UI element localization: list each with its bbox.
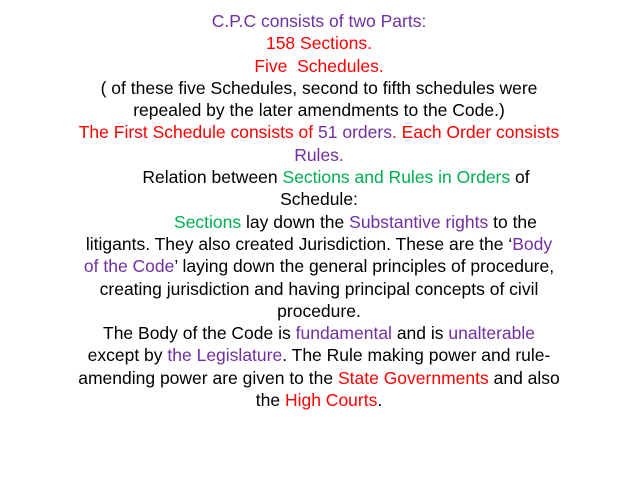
- text-segment: ( of these five Schedules, second to fifth schedules were: [100, 77, 538, 98]
- text-segment: Sections: [174, 211, 242, 232]
- text-segment: High Courts: [284, 390, 378, 411]
- text-segment: lay down the: [241, 211, 350, 232]
- text-line: [0, 121, 638, 143]
- text-segment: unalterable: [448, 323, 535, 344]
- text-segment: The Body of the Code is: [103, 323, 296, 344]
- text-line: [0, 389, 638, 411]
- text-segment: of: [510, 167, 530, 188]
- text-segment: Rules.: [294, 144, 344, 165]
- text-segment: the Legislature: [167, 345, 283, 366]
- text-segment: . Each Order consists: [391, 122, 560, 143]
- slide-text-body: [0, 10, 638, 411]
- text-line: [0, 211, 638, 233]
- text-line: [0, 144, 638, 166]
- text-line: [0, 99, 638, 121]
- text-segment: creating jurisdiction and having principal concepts of civil: [99, 278, 539, 299]
- text-segment: . The Rule making power and rule-: [282, 345, 551, 366]
- text-segment: Five Schedules.: [254, 55, 384, 76]
- text-segment: fundamental: [295, 323, 392, 344]
- text-segment: Schedule:: [280, 189, 358, 210]
- text-segment: repealed by the later amendments to the Code.): [133, 100, 505, 121]
- text-line: [0, 322, 638, 344]
- text-segment: Substantive rights: [349, 211, 489, 232]
- text-segment: litigants. They also created Jurisdiction. These are the ‘: [85, 233, 513, 254]
- text-segment: [101, 212, 174, 232]
- text-line: [0, 77, 638, 99]
- text-line: [0, 188, 638, 210]
- text-segment: and also: [488, 367, 560, 388]
- text-line: [0, 55, 638, 77]
- text-line: [0, 10, 638, 32]
- text-segment: Sections and Rules in Orders: [282, 167, 511, 188]
- text-segment: The First Schedule consists of: [78, 122, 319, 143]
- text-segment: Body: [512, 233, 553, 254]
- text-segment: the: [255, 390, 285, 411]
- text-line: [0, 278, 638, 300]
- text-segment: State Governments: [337, 367, 489, 388]
- text-segment: amending power are given to the: [78, 367, 338, 388]
- text-line: [0, 166, 638, 188]
- text-segment: except by: [87, 345, 168, 366]
- text-line: [0, 32, 638, 54]
- text-line: [0, 233, 638, 255]
- text-line: [0, 255, 638, 277]
- text-segment: .: [377, 390, 383, 411]
- text-line: [0, 344, 638, 366]
- text-line: [0, 300, 638, 322]
- text-segment: C.P.C consists of two Parts:: [211, 11, 427, 31]
- text-segment: procedure.: [277, 300, 361, 321]
- text-segment: of the Code: [83, 256, 175, 277]
- text-segment: ’ laying down the general principles of procedure,: [174, 256, 555, 277]
- text-segment: 158 Sections.: [265, 33, 373, 54]
- text-line: [0, 367, 638, 389]
- text-segment: to the: [488, 211, 537, 232]
- text-segment: 51 orders: [318, 122, 392, 143]
- text-segment: and is: [391, 323, 449, 344]
- text-segment: Relation between: [108, 167, 283, 188]
